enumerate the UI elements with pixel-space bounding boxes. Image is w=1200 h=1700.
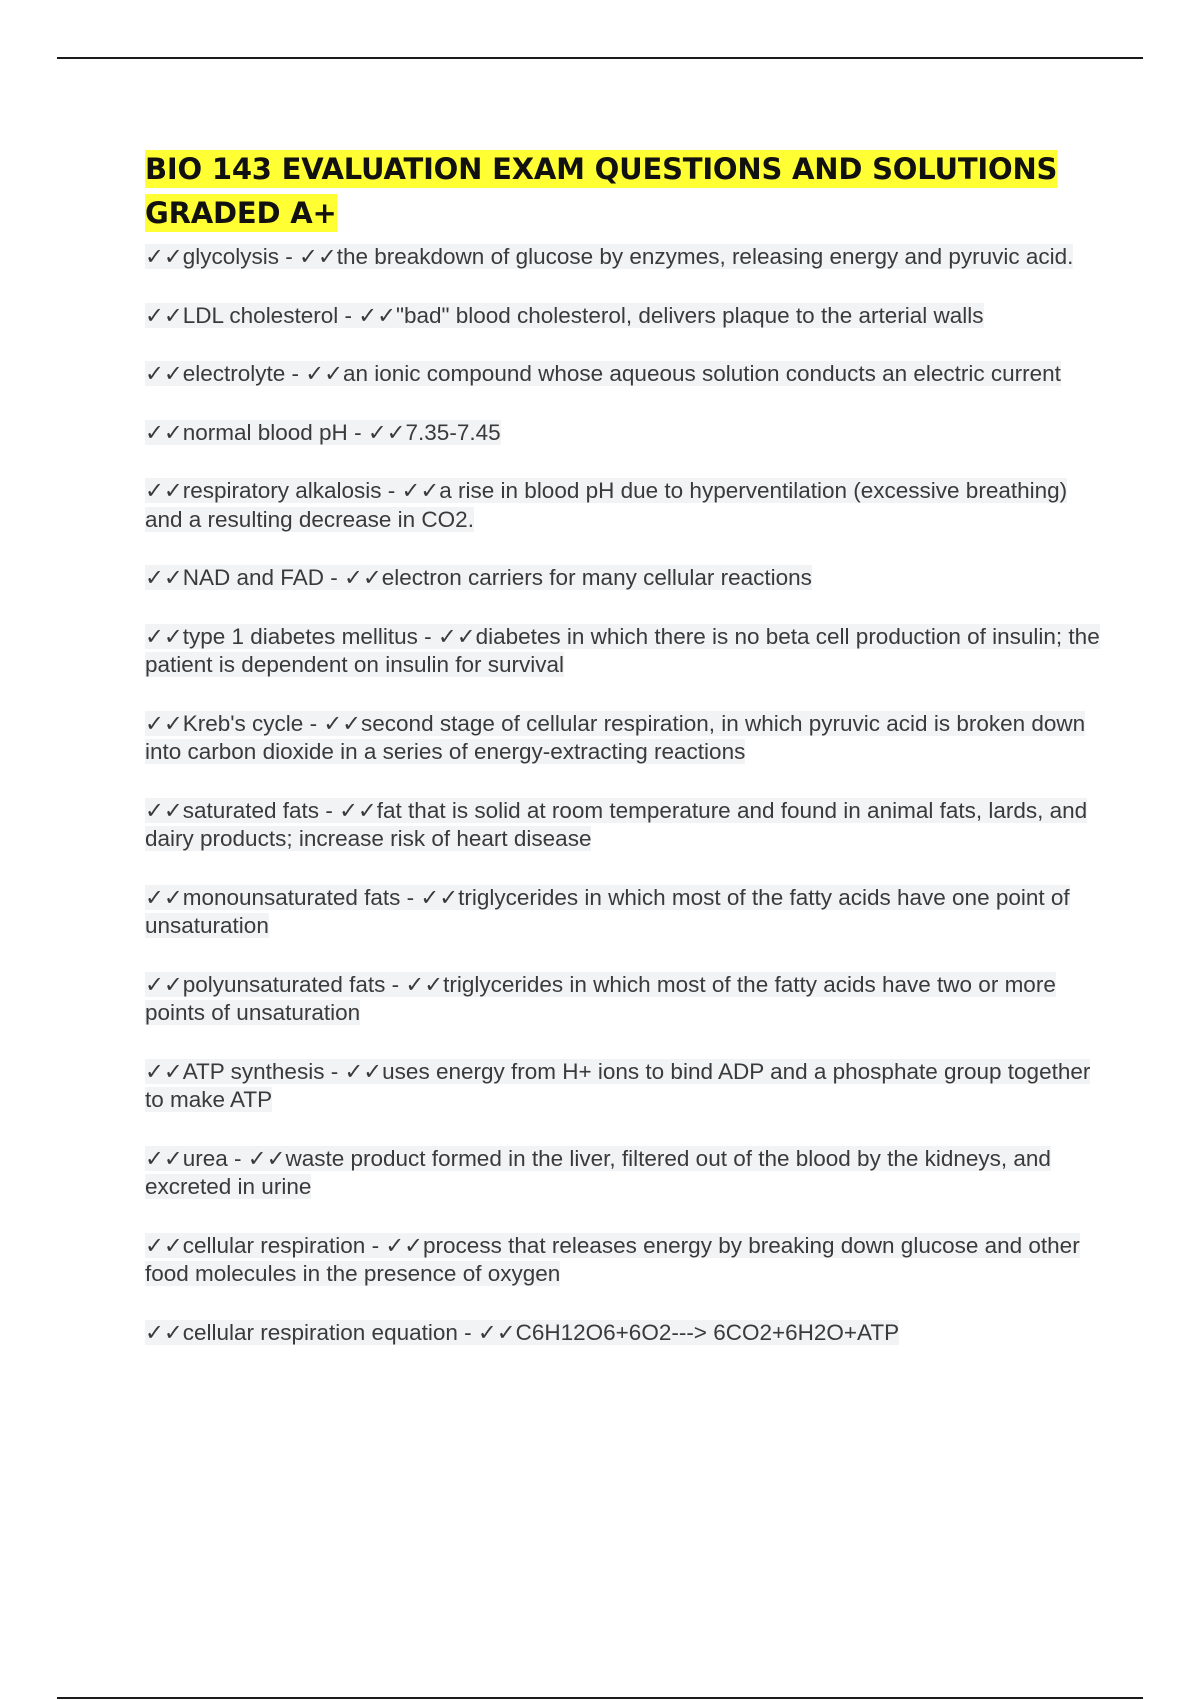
definition: waste product formed in the liver, filtered out of the blood by the kidneys, and excreted in urine: [145, 1145, 1051, 1199]
term: LDL cholesterol: [182, 302, 339, 328]
definition: an ionic compound whose aqueous solution conducts an electric current: [342, 361, 1061, 386]
check-marks: ✓✓: [477, 1319, 516, 1345]
term: normal blood pH: [182, 419, 348, 445]
qa-item: [145, 1058, 1105, 1115]
check-marks: ✓✓: [344, 1058, 383, 1084]
term-separator: -: [385, 971, 406, 997]
qa-item: [145, 1232, 1105, 1289]
document-title: [145, 147, 1105, 235]
check-marks: ✓✓: [299, 244, 337, 269]
term-separator: -: [285, 361, 306, 386]
qa-item: [145, 360, 1105, 389]
check-marks: ✓✓: [145, 361, 183, 386]
qa-item: [145, 1145, 1105, 1202]
term-separator: -: [324, 1058, 345, 1084]
qa-item: [145, 884, 1105, 941]
definition: "bad" blood cholesterol, delivers plaque to the arterial walls: [395, 302, 984, 328]
qa-item: [145, 623, 1105, 680]
term-separator: -: [338, 302, 359, 328]
term-separator: -: [400, 884, 421, 910]
check-marks: ✓✓: [145, 884, 183, 910]
check-marks: ✓✓: [145, 244, 183, 269]
check-marks: ✓✓: [305, 361, 343, 386]
qa-item: [145, 971, 1105, 1028]
check-marks: ✓✓: [145, 1319, 183, 1345]
document-title-text: BIO 143 EVALUATION EXAM QUESTIONS AND SOLUTIONS GRADED A+: [145, 152, 1058, 230]
term: respiratory alkalosis: [182, 478, 382, 503]
term-separator: -: [319, 797, 340, 823]
term: urea: [182, 1145, 228, 1171]
term: saturated fats: [182, 797, 320, 823]
term: NAD and FAD: [182, 565, 325, 590]
check-marks: ✓✓: [145, 565, 183, 590]
term: cellular respiration: [182, 1232, 366, 1258]
check-marks: ✓✓: [145, 419, 183, 445]
term-separator: -: [347, 419, 368, 445]
qa-item: [145, 419, 1105, 448]
qa-item: [145, 564, 1105, 593]
term: type 1 diabetes mellitus: [182, 623, 418, 649]
qa-item: [145, 710, 1105, 767]
definition: second stage of cellular respiration, in which pyruvic acid is broken down into carbon dioxide in a series of energy-extracting reactions: [145, 710, 1086, 764]
qa-item: [145, 797, 1105, 854]
check-marks: ✓✓: [145, 1145, 183, 1171]
qa-item: [145, 243, 1105, 272]
term-separator: -: [324, 565, 345, 590]
check-marks: ✓✓: [145, 1058, 183, 1084]
definition: fat that is solid at room temperature and found in animal fats, lards, and dairy products; increase risk of heart disease: [145, 797, 1088, 851]
check-marks: ✓✓: [145, 971, 183, 997]
check-marks: ✓✓: [344, 565, 382, 590]
check-marks: ✓✓: [247, 1145, 286, 1171]
definition: electron carriers for many cellular reactions: [381, 565, 812, 590]
check-marks: ✓✓: [145, 710, 183, 736]
check-marks: ✓✓: [145, 623, 183, 649]
check-marks: ✓✓: [437, 623, 476, 649]
definition: 7.35-7.45: [405, 419, 501, 445]
qa-item: [145, 302, 1105, 331]
qa-list: [145, 243, 1105, 1347]
bottom-rule: [57, 1697, 1143, 1699]
term-separator: -: [303, 710, 324, 736]
term: ATP synthesis: [182, 1058, 325, 1084]
check-marks: ✓✓: [145, 478, 183, 503]
qa-item: [145, 477, 1105, 534]
check-marks: ✓✓: [339, 797, 377, 823]
qa-item: [145, 1319, 1105, 1348]
term: glycolysis: [182, 244, 279, 269]
document-body: [145, 147, 1105, 1377]
definition: uses energy from H+ ions to bind ADP and a phosphate group together to make ATP: [145, 1058, 1091, 1112]
check-marks: ✓✓: [145, 1232, 183, 1258]
definition: a rise in blood pH due to hyperventilation (excessive breathing) and a resulting decrease in CO2.: [145, 478, 1068, 532]
definition: diabetes in which there is no beta cell production of insulin; the patient is dependent on insulin for survival: [145, 623, 1100, 677]
definition: triglycerides in which most of the fatty acids have two or more points of unsaturation: [145, 971, 1056, 1025]
term-separator: -: [417, 623, 438, 649]
check-marks: ✓✓: [405, 971, 444, 997]
term: cellular respiration equation: [182, 1319, 458, 1345]
check-marks: ✓✓: [401, 478, 440, 503]
definition: the breakdown of glucose by enzymes, releasing energy and pyruvic acid.: [336, 244, 1074, 269]
term: monounsaturated fats: [182, 884, 401, 910]
check-marks: ✓✓: [367, 419, 406, 445]
term: electrolyte: [182, 361, 286, 386]
top-rule: [57, 57, 1143, 59]
term-separator: -: [279, 244, 299, 269]
term: Kreb's cycle: [182, 710, 304, 736]
check-marks: ✓✓: [323, 710, 362, 736]
term-separator: -: [381, 478, 402, 503]
term: polyunsaturated fats: [182, 971, 386, 997]
term-separator: -: [365, 1232, 386, 1258]
check-marks: ✓✓: [385, 1232, 424, 1258]
definition: process that releases energy by breaking down glucose and other food molecules in the presence of oxygen: [145, 1232, 1080, 1286]
term-separator: -: [227, 1145, 248, 1171]
definition: triglycerides in which most of the fatty acids have one point of unsaturation: [145, 884, 1070, 938]
definition: C6H12O6+6O2---> 6CO2+6H2O+ATP: [515, 1319, 900, 1345]
check-marks: ✓✓: [145, 302, 183, 328]
check-marks: ✓✓: [358, 302, 396, 328]
check-marks: ✓✓: [420, 884, 459, 910]
term-separator: -: [457, 1319, 478, 1345]
check-marks: ✓✓: [145, 797, 183, 823]
